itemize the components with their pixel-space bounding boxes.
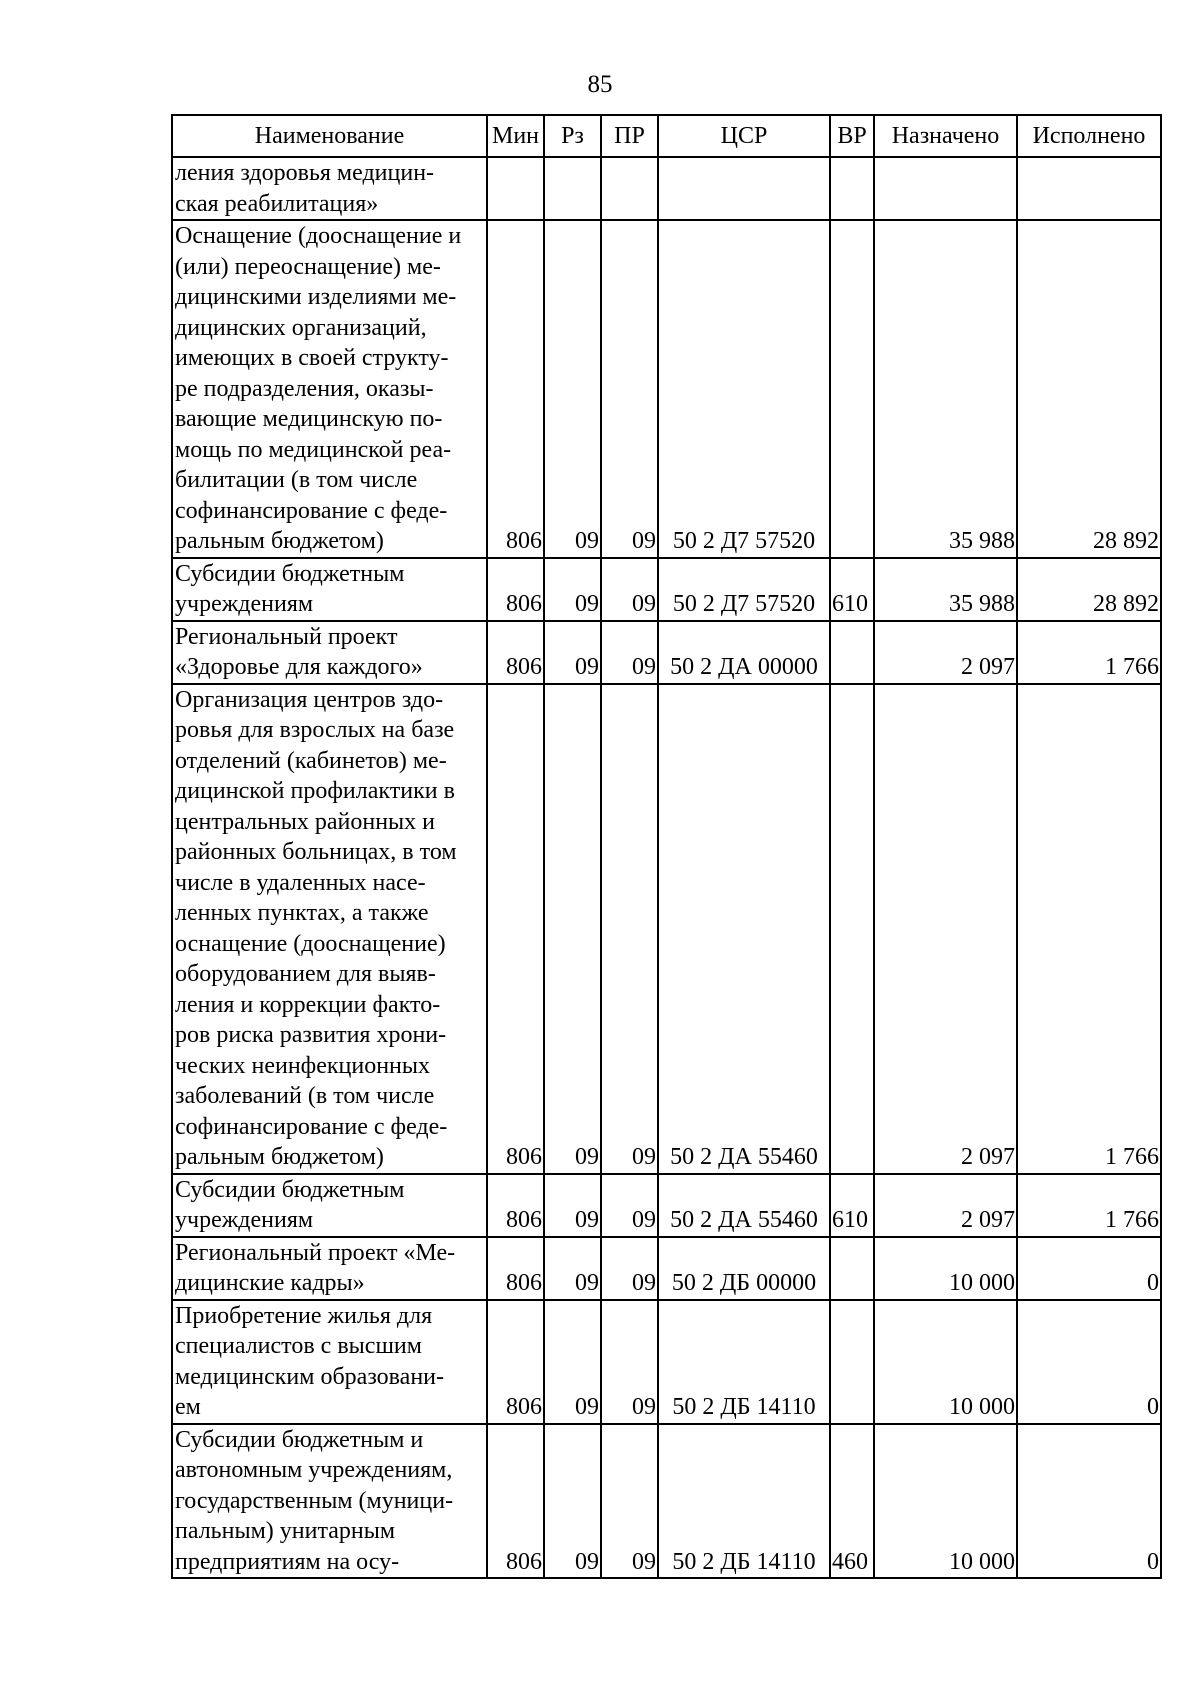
header-row bbox=[172, 115, 1161, 157]
cell-assigned bbox=[874, 157, 1017, 220]
cell-executed: 28 892 bbox=[1017, 220, 1161, 558]
name-line: Субсидии бюджетным bbox=[175, 1176, 405, 1203]
cell-name bbox=[172, 157, 487, 220]
table-row bbox=[172, 157, 1161, 220]
name-line: заболеваний (в том числе bbox=[175, 1083, 435, 1109]
table-row bbox=[172, 621, 1161, 684]
header-assigned: Назначено bbox=[874, 115, 1017, 157]
header-name: Наименование bbox=[172, 115, 487, 157]
name-line: районных больницах, в том bbox=[175, 839, 457, 865]
cell-name bbox=[172, 1237, 487, 1300]
budget-table bbox=[171, 114, 1162, 1579]
cell-rz bbox=[544, 157, 601, 220]
name-line: софинансирование с феде- bbox=[175, 1113, 448, 1140]
name-line: автономным учреждениям, bbox=[175, 1457, 453, 1483]
cell-assigned: 2 097 bbox=[874, 1174, 1017, 1237]
name-line: мощь по медицинской реа- bbox=[175, 436, 452, 463]
name-line: Региональный проект «Ме- bbox=[175, 1239, 456, 1266]
cell-vr bbox=[830, 1300, 874, 1424]
name-line: ре подразделения, оказы- bbox=[175, 375, 434, 402]
cell-csr: 50 2 ДА 55460 bbox=[658, 684, 830, 1174]
cell-csr: 50 2 ДБ 14110 bbox=[658, 1424, 830, 1579]
name-line: имеющих в своей структу- bbox=[175, 345, 449, 371]
name-line: ровья для взрослых на базе bbox=[175, 717, 455, 743]
name-line: ров риска развития хрони- bbox=[175, 1022, 447, 1048]
table-body bbox=[172, 157, 1161, 1578]
cell-executed: 1 766 bbox=[1017, 684, 1161, 1174]
name-line: (или) переоснащение) ме- bbox=[175, 253, 441, 280]
cell-name bbox=[172, 684, 487, 1174]
cell-pr: 09 bbox=[601, 220, 658, 558]
name-line: Субсидии бюджетным и bbox=[175, 1426, 424, 1453]
header-vr: ВР bbox=[830, 115, 874, 157]
cell-vr: 610 bbox=[830, 1174, 874, 1237]
cell-assigned: 2 097 bbox=[874, 684, 1017, 1174]
cell-pr: 09 bbox=[601, 1174, 658, 1237]
cell-assigned: 2 097 bbox=[874, 621, 1017, 684]
cell-assigned: 10 000 bbox=[874, 1424, 1017, 1579]
cell-rz: 09 bbox=[544, 558, 601, 621]
name-line: специалистов с высшим bbox=[175, 1333, 422, 1359]
cell-name bbox=[172, 1424, 487, 1579]
cell-min: 806 bbox=[487, 684, 544, 1174]
name-line: ральным бюджетом) bbox=[175, 1144, 384, 1170]
name-line: ления здоровья медицин- bbox=[175, 160, 435, 186]
cell-executed: 1 766 bbox=[1017, 1174, 1161, 1237]
cell-min: 806 bbox=[487, 1174, 544, 1237]
cell-vr bbox=[830, 621, 874, 684]
table-row bbox=[172, 1174, 1161, 1237]
header-executed: Исполнено bbox=[1017, 115, 1161, 157]
cell-min: 806 bbox=[487, 1237, 544, 1300]
table-row bbox=[172, 558, 1161, 621]
cell-assigned: 35 988 bbox=[874, 220, 1017, 558]
name-line: дицинской профилактики в bbox=[175, 778, 455, 804]
cell-pr: 09 bbox=[601, 684, 658, 1174]
name-line: софинансирование с феде- bbox=[175, 497, 448, 524]
cell-csr: 50 2 Д7 57520 bbox=[658, 558, 830, 621]
cell-min bbox=[487, 157, 544, 220]
name-line: дицинских организаций, bbox=[175, 314, 427, 341]
header-rz: Рз bbox=[544, 115, 601, 157]
name-line: вающие медицинскую по- bbox=[175, 406, 443, 432]
name-line: ская реабилитация» bbox=[175, 190, 379, 217]
cell-rz: 09 bbox=[544, 1237, 601, 1300]
cell-csr: 50 2 ДА 55460 bbox=[658, 1174, 830, 1237]
header-csr: ЦСР bbox=[658, 115, 830, 157]
cell-vr bbox=[830, 684, 874, 1174]
name-line: Оснащение (дооснащение и bbox=[175, 223, 462, 249]
cell-executed: 28 892 bbox=[1017, 558, 1161, 621]
cell-pr: 09 bbox=[601, 621, 658, 684]
name-line: ления и коррекции факто- bbox=[175, 991, 441, 1018]
cell-rz: 09 bbox=[544, 1424, 601, 1579]
cell-pr bbox=[601, 157, 658, 220]
name-line: «Здоровье для каждого» bbox=[175, 654, 423, 680]
cell-min: 806 bbox=[487, 1424, 544, 1579]
name-line: медицинским образовани- bbox=[175, 1363, 445, 1390]
cell-min: 806 bbox=[487, 220, 544, 558]
name-line: числе в удаленных насе- bbox=[175, 869, 426, 896]
cell-pr: 09 bbox=[601, 1237, 658, 1300]
name-line: центральных районных и bbox=[175, 808, 436, 835]
header-pr: ПР bbox=[601, 115, 658, 157]
cell-pr: 09 bbox=[601, 558, 658, 621]
page-number: 85 bbox=[587, 71, 613, 98]
name-line: дицинские кадры» bbox=[175, 1270, 365, 1296]
name-line: дицинскими изделиями ме- bbox=[175, 284, 457, 310]
cell-assigned: 10 000 bbox=[874, 1300, 1017, 1424]
cell-executed: 1 766 bbox=[1017, 621, 1161, 684]
name-line: государственным (муници- bbox=[175, 1487, 454, 1514]
name-line: ленных пунктах, а также bbox=[175, 900, 429, 926]
name-line: ческих неинфекционных bbox=[175, 1052, 431, 1079]
name-line: Региональный проект bbox=[175, 623, 398, 650]
name-line: пальным) унитарным bbox=[175, 1518, 396, 1544]
cell-executed: 0 bbox=[1017, 1300, 1161, 1424]
name-line: отделений (кабинетов) ме- bbox=[175, 747, 447, 774]
name-line: ральным бюджетом) bbox=[175, 528, 384, 554]
cell-pr: 09 bbox=[601, 1424, 658, 1579]
table-row bbox=[172, 1424, 1161, 1579]
name-line: оборудованием для выяв- bbox=[175, 961, 436, 987]
cell-pr: 09 bbox=[601, 1300, 658, 1424]
cell-min: 806 bbox=[487, 621, 544, 684]
cell-vr bbox=[830, 157, 874, 220]
cell-name bbox=[172, 621, 487, 684]
cell-rz: 09 bbox=[544, 621, 601, 684]
cell-name bbox=[172, 1300, 487, 1424]
name-line: предприятиям на осу- bbox=[175, 1548, 400, 1575]
cell-executed: 0 bbox=[1017, 1424, 1161, 1579]
cell-vr bbox=[830, 220, 874, 558]
header-min: Мин bbox=[487, 115, 544, 157]
name-line: учреждениям bbox=[175, 591, 314, 617]
cell-name bbox=[172, 558, 487, 621]
table-row bbox=[172, 1300, 1161, 1424]
cell-csr: 50 2 Д7 57520 bbox=[658, 220, 830, 558]
cell-rz: 09 bbox=[544, 1300, 601, 1424]
cell-vr: 610 bbox=[830, 558, 874, 621]
cell-name bbox=[172, 220, 487, 558]
cell-rz: 09 bbox=[544, 684, 601, 1174]
cell-rz: 09 bbox=[544, 1174, 601, 1237]
name-line: билитации (в том числе bbox=[175, 467, 418, 493]
cell-csr: 50 2 ДБ 14110 bbox=[658, 1300, 830, 1424]
cell-assigned: 35 988 bbox=[874, 558, 1017, 621]
cell-vr bbox=[830, 1237, 874, 1300]
cell-assigned: 10 000 bbox=[874, 1237, 1017, 1300]
table-row bbox=[172, 684, 1161, 1174]
name-line: Субсидии бюджетным bbox=[175, 560, 405, 587]
name-line: учреждениям bbox=[175, 1207, 314, 1233]
cell-csr bbox=[658, 157, 830, 220]
name-line: оснащение (дооснащение) bbox=[175, 930, 446, 957]
cell-rz: 09 bbox=[544, 220, 601, 558]
cell-executed: 0 bbox=[1017, 1237, 1161, 1300]
cell-name bbox=[172, 1174, 487, 1237]
table-row bbox=[172, 1237, 1161, 1300]
cell-csr: 50 2 ДА 00000 bbox=[658, 621, 830, 684]
name-line: Организация центров здо- bbox=[175, 686, 444, 713]
cell-min: 806 bbox=[487, 558, 544, 621]
cell-csr: 50 2 ДБ 00000 bbox=[658, 1237, 830, 1300]
table-row bbox=[172, 220, 1161, 558]
name-line: ем bbox=[175, 1394, 201, 1420]
cell-executed bbox=[1017, 157, 1161, 220]
name-line: Приобретение жилья для bbox=[175, 1302, 433, 1329]
cell-vr: 460 bbox=[830, 1424, 874, 1579]
cell-min: 806 bbox=[487, 1300, 544, 1424]
